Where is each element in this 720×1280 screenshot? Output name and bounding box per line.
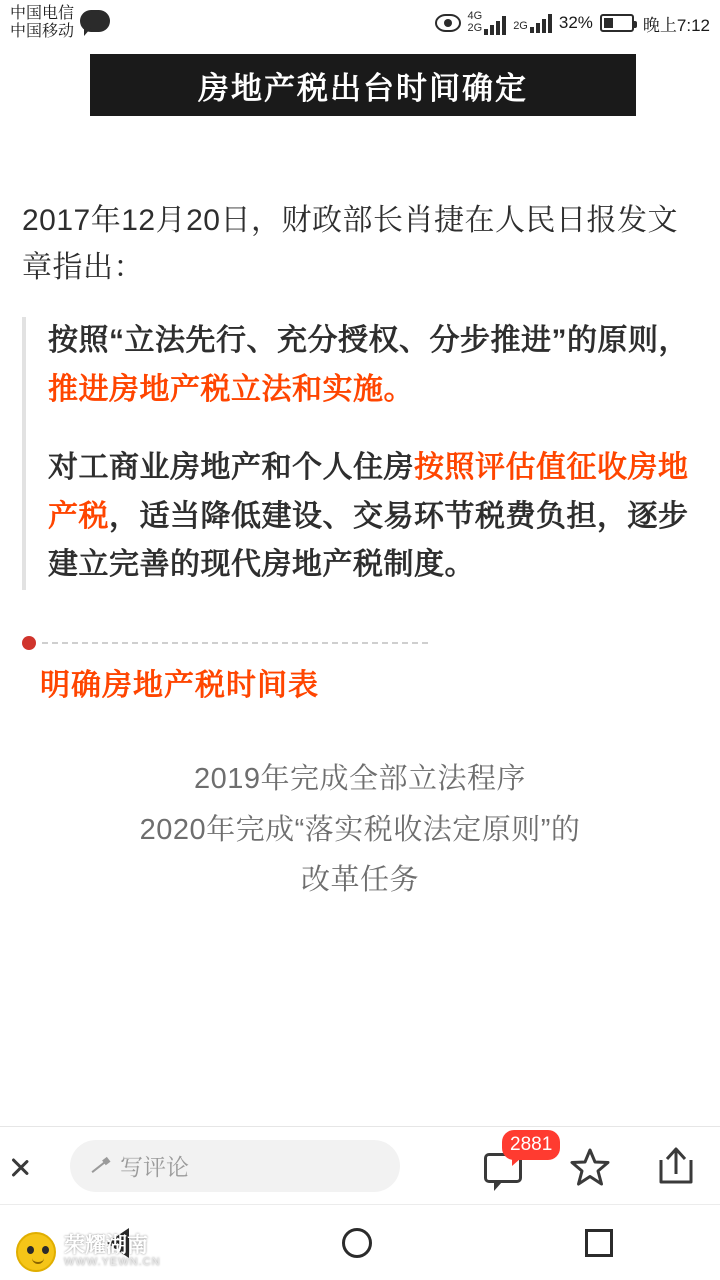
timeline-line-1: 2019年完成全部立法程序 bbox=[193, 762, 526, 795]
pen-icon bbox=[90, 1156, 110, 1176]
quote-p1-text: 按照“立法先行、充分授权、分步推进”的原则， bbox=[48, 324, 689, 357]
nav-home-icon[interactable] bbox=[342, 1228, 372, 1258]
dashed-line bbox=[42, 642, 428, 644]
quote-paragraph-1 bbox=[48, 317, 698, 414]
net-label-2g-second: 2G bbox=[513, 20, 528, 33]
status-clock: 晚上7:12 bbox=[642, 15, 710, 35]
signal-1-icon bbox=[468, 11, 507, 34]
watermark-text bbox=[64, 1235, 161, 1269]
article-lead: 2017年12月20日，财政部长肖捷在人民日报发文章指出： bbox=[22, 204, 678, 284]
comment-input[interactable] bbox=[70, 1140, 400, 1192]
timeline-line-3: 改革任务 bbox=[300, 864, 419, 897]
net-label-2g: 2G bbox=[467, 22, 483, 34]
signal-2-icon bbox=[513, 13, 552, 33]
action-icons bbox=[482, 1133, 704, 1188]
star-icon[interactable] bbox=[568, 1144, 612, 1188]
status-right-group bbox=[435, 11, 711, 36]
share-icon[interactable] bbox=[654, 1144, 698, 1188]
timeline-line-2: 2020年完成“落实税收法定原则”的 bbox=[139, 813, 581, 846]
bullet-dot-icon bbox=[22, 636, 36, 650]
battery-icon bbox=[600, 14, 634, 32]
watermark-url: WWW.YEWN.CN bbox=[64, 1256, 161, 1269]
page-title: 房地产税出台时间确定 bbox=[198, 70, 528, 106]
carrier-secondary: 中国移动 bbox=[10, 23, 75, 40]
battery-percent: 32% bbox=[558, 13, 593, 32]
quote-p2-text-post: ，适当降低建设、交易环节税费负担，逐步建立完善的现代房地产税制度。 bbox=[48, 499, 689, 582]
quote-p1-highlight: 推进房地产税立法和实施。 bbox=[48, 372, 414, 406]
timeline-block bbox=[22, 754, 698, 906]
quote-p2-highlight: 按照评估值征收房地产税 bbox=[48, 451, 689, 533]
article-title-banner bbox=[90, 54, 636, 116]
article-content bbox=[0, 46, 720, 1126]
nav-recent-icon[interactable] bbox=[585, 1229, 613, 1257]
net-label-4g: 4G bbox=[467, 10, 483, 23]
comment-count-badge: 2881 bbox=[502, 1130, 560, 1160]
speech-bubble-icon bbox=[80, 10, 114, 36]
section-divider bbox=[22, 636, 698, 650]
back-chevron-icon[interactable] bbox=[16, 1143, 56, 1189]
quote-p2-text-pre: 对工商业房地产和个人住房 bbox=[48, 451, 414, 485]
carrier-labels bbox=[10, 5, 74, 42]
section-header bbox=[22, 636, 698, 704]
article-quote-block bbox=[22, 317, 698, 590]
section-title: 明确房地产税时间表 bbox=[40, 668, 319, 702]
comment-placeholder: 写评论 bbox=[120, 1154, 189, 1180]
eye-icon bbox=[435, 14, 461, 32]
watermark bbox=[16, 1232, 161, 1272]
watermark-name: 荣耀湖南 bbox=[64, 1234, 148, 1258]
bottom-action-bar bbox=[0, 1126, 720, 1204]
quote-paragraph-2 bbox=[48, 444, 698, 590]
bee-logo-icon bbox=[16, 1232, 56, 1272]
comment-icon[interactable] bbox=[482, 1133, 553, 1188]
status-bar bbox=[0, 0, 720, 46]
carrier-primary: 中国电信 bbox=[10, 4, 75, 22]
